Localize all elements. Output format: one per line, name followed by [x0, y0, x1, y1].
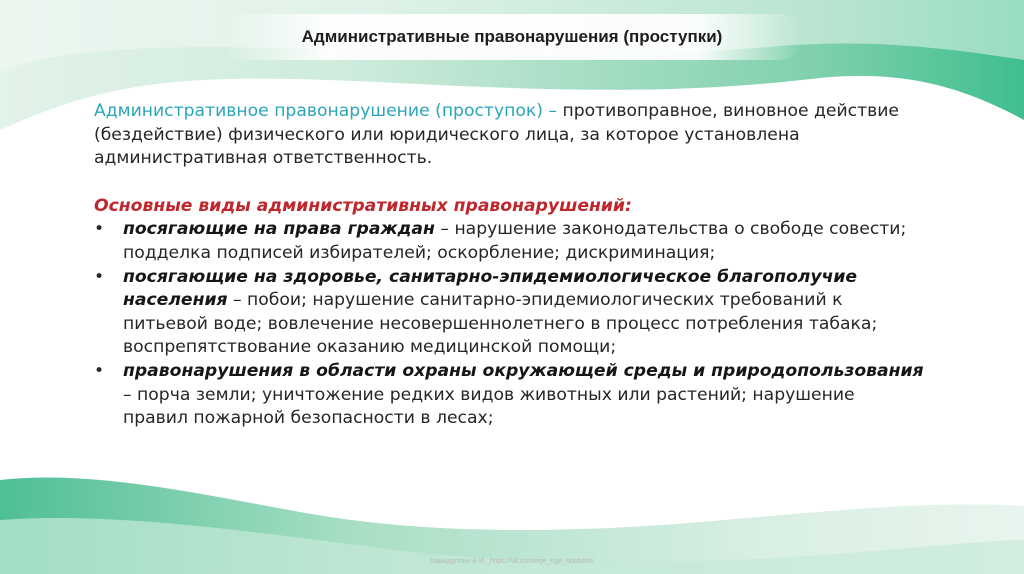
slide-content	[94, 100, 924, 431]
definition-text: противоправное, виновное действие (бездействие) физического или юридического лица, за которое установлена административная ответственность.	[94, 101, 899, 169]
list-item	[94, 218, 924, 265]
bullet-icon: •	[94, 266, 105, 287]
bullet-icon: •	[94, 360, 105, 381]
definition-paragraph	[94, 100, 924, 171]
bullet-icon: •	[94, 219, 105, 240]
item-title: посягающие на права граждан	[123, 219, 435, 240]
definition-term: Административное правонарушение (проступок) –	[94, 101, 558, 121]
list-item	[94, 266, 924, 360]
list-item	[94, 360, 924, 431]
types-list	[94, 218, 924, 430]
slide-title: Административные правонарушения (проступки)	[301, 27, 723, 46]
item-text: – порча земли; уничтожение редких видов животных или растений; нарушение правил пожарной безопасности в лесах;	[123, 384, 855, 429]
footer-credit: Хамидуллин Б.И._https://vk.com/ege_oge_obshestv	[429, 558, 595, 565]
types-heading: Основные виды административных правонарушений:	[94, 195, 632, 216]
item-text: – нарушение законодательства о свободе совести; подделка подписей избирателей; оскорбление; дискриминация;	[123, 219, 907, 263]
item-text: – побои; нарушение санитарно-эпидемиологических требований к питьевой воде; вовлечение несовершеннолетнего в процесс потребления табака; воспрепятствование оказанию медицинской помощи;	[123, 290, 878, 358]
item-title: правонарушения в области охраны окружающей среды и природопользования	[123, 360, 924, 381]
title-bar	[222, 14, 802, 60]
item-title: посягающие на здоровье, санитарно-эпидемиологическое благополучие населения	[123, 266, 858, 311]
